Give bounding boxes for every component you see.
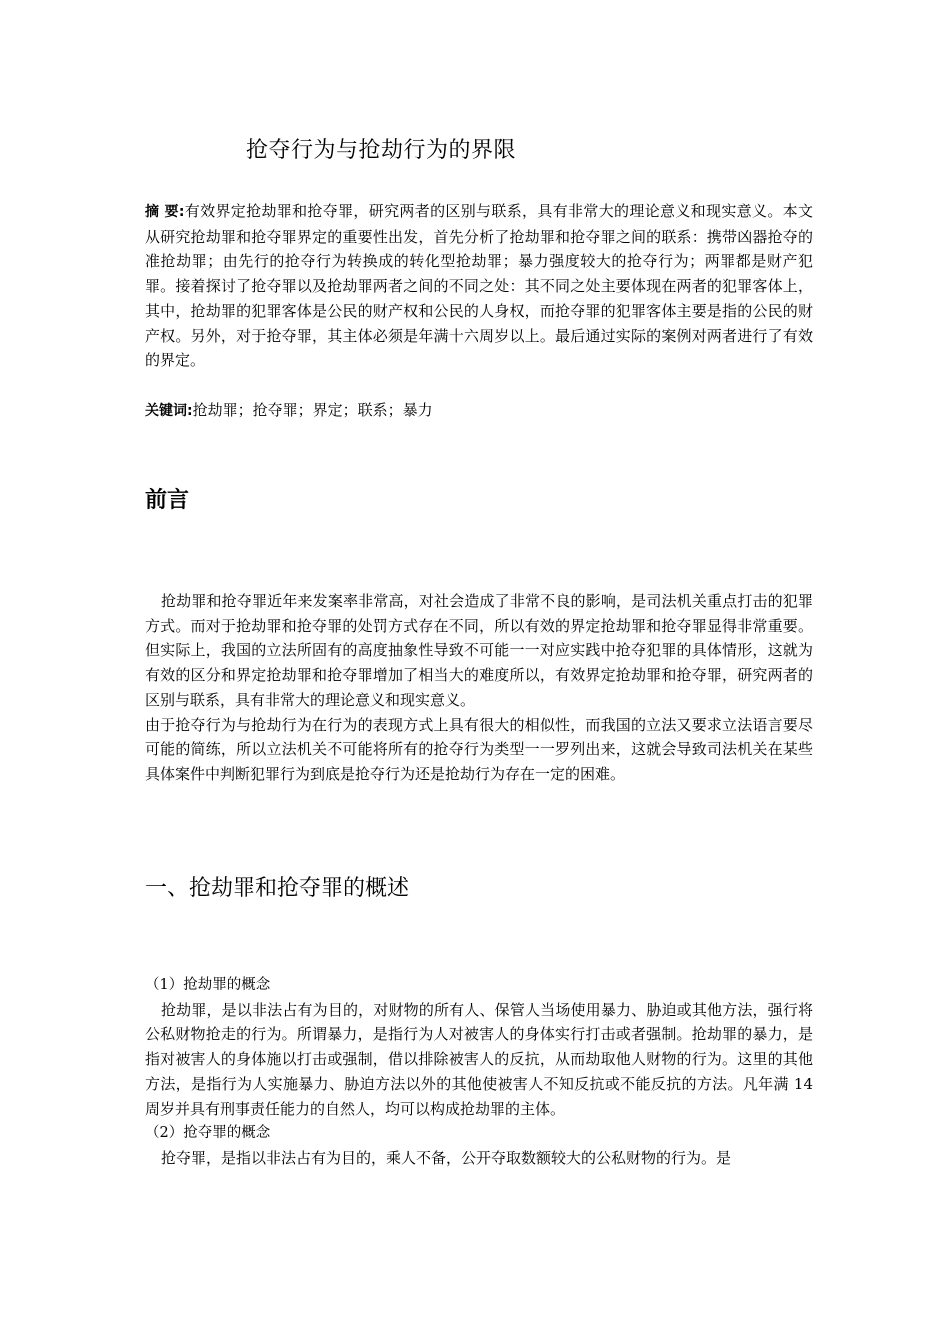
subsection-1-text: 抢劫罪，是以非法占有为目的，对财物的所有人、保管人当场使用暴力、胁迫或其他方法，强行将公私财物抢走的行为。所谓暴力，是指行为人对被害人的身体实行打击或者强制。抢劫罪的暴力，是指对被害人的身体施以打击或强制，借以排除被害人的反抗，从而劫取他人财物的行为。这里的其他方法，是指行为人实施暴力、胁迫方法以外的其他使被害人不知反抗或不能反抗的方法。凡年满 14 周岁并具有刑事责任能力的自然人，均可以构成抢劫罪的主体。 <box>145 1000 813 1118</box>
abstract-text: 有效界定抢劫罪和抢夺罪，研究两者的区别与联系，具有非常大的理论意义和现实意义。本文从研究抢劫罪和抢夺罪界定的重要性出发，首先分析了抢劫罪和抢夺罪之间的联系：携带凶器抢夺的准抢劫罪；由先行的抢夺行为转换成的转化型抢劫罪；暴力强度较大的抢夺行为；两罪都是财产犯罪。接着探讨了抢夺罪以及抢劫罪两者之间的不同之处：其不同之处主要体现在两者的犯罪客体上，其中，抢劫罪的犯罪客体是公民的财产权和公民的人身权，而抢夺罪的犯罪客体主要是指的公民的财产权。另外，对于抢夺罪，其主体必须是年满十六周岁以上。最后通过实际的案例对两者进行了有效的界定。 <box>145 202 813 370</box>
subsection-1-label: （1）抢劫罪的概念 <box>145 977 271 993</box>
foreword-heading: 前言 <box>145 488 190 513</box>
section-1-body <box>145 973 813 1171</box>
abstract-label: 摘 要: <box>145 204 185 220</box>
subsection-2-label: （2）抢夺罪的概念 <box>145 1125 271 1142</box>
subsection-2-text: 抢夺罪，是指以非法占有为目的，乘人不备，公开夺取数额较大的公私财物的行为。是 <box>161 1148 732 1167</box>
abstract-paragraph <box>145 199 813 373</box>
foreword-paragraph-2: 由于抢夺行为与抢劫行为在行为的表现方式上具有很大的相似性，而我国的立法又要求立法语言要尽可能的简练，所以立法机关不可能将所有的抢夺行为类型一一罗列出来，这就会导致司法机关在某些具体案件中判断犯罪行为到底是抢夺行为还是抢劫行为存在一定的困难。 <box>145 715 813 783</box>
document-title: 抢夺行为与抢劫行为的界限 <box>246 138 517 163</box>
keywords-line <box>145 398 813 424</box>
foreword-body <box>145 589 813 787</box>
keywords-label: 关键词: <box>145 403 193 419</box>
keywords-text: 抢劫罪；抢夺罪；界定；联系；暴力 <box>192 401 433 419</box>
foreword-paragraph-1: 抢劫罪和抢夺罪近年来发案率非常高，对社会造成了非常不良的影响，是司法机关重点打击的犯罪方式。而对于抢劫罪和抢夺罪的处罚方式存在不同，所以有效的界定抢劫罪和抢夺罪显得非常重要。但实际上，我国的立法所固有的高度抽象性导致不可能一一对应实践中抢夺犯罪的具体情形，这就为有效的区分和界定抢劫罪和抢夺罪增加了相当大的难度所以，有效界定抢劫罪和抢夺罪，研究两者的区别与联系，具有非常大的理论意义和现实意义。 <box>145 592 813 709</box>
section-1-heading: 一、抢劫罪和抢夺罪的概述 <box>145 876 410 901</box>
